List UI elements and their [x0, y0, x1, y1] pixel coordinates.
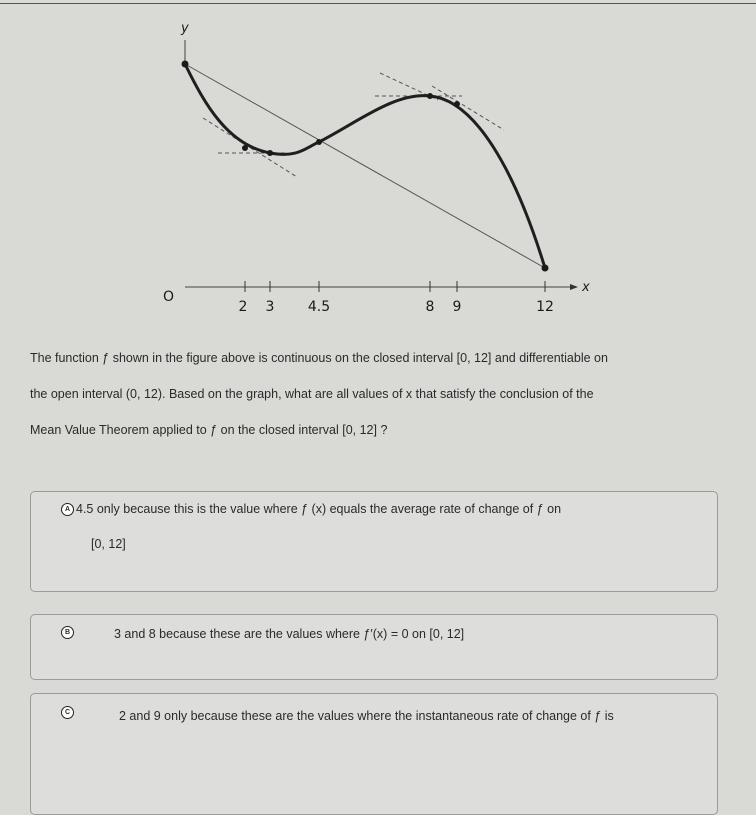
x-axis-label: x	[582, 280, 590, 295]
tick-label: 12	[536, 299, 554, 315]
choice-letter-badge: C	[61, 706, 74, 719]
choice-letter-badge: B	[61, 626, 74, 639]
secant-line	[185, 64, 545, 268]
point-x-4.5	[316, 139, 322, 145]
x-axis-arrow	[570, 284, 578, 290]
question-line: Mean Value Theorem applied to ƒ on the closed interval [0, 12] ?	[30, 423, 388, 437]
choice-a[interactable]	[30, 491, 718, 592]
endpoint-right	[542, 265, 549, 272]
endpoint-left	[182, 61, 189, 68]
tick-label: 9	[452, 299, 462, 315]
tick-label: 3	[265, 299, 275, 315]
y-axis-label: y	[181, 21, 189, 36]
tick-label: 8	[425, 299, 435, 315]
choice-text: [0, 12]	[91, 537, 126, 551]
origin-label: O	[163, 289, 175, 305]
question-line: The function ƒ shown in the figure above is continuous on the closed interval [0, 12] and differentiable on	[30, 351, 608, 365]
point-x-3	[267, 150, 273, 156]
choice-b[interactable]	[30, 614, 718, 680]
choice-text: 4.5 only because this is the value where ƒ (x) equals the average rate of change of ƒ on	[76, 502, 562, 516]
choice-c[interactable]	[30, 693, 718, 815]
point-x-9	[454, 101, 460, 107]
tick-label: 2	[238, 299, 248, 315]
choice-text: 3 and 8 because these are the values where ƒ′(x) = 0 on [0, 12]	[114, 627, 465, 641]
point-x-2	[242, 145, 248, 151]
question-line: the open interval (0, 12). Based on the graph, what are all values of x that satisfy the conclusion of the	[30, 387, 594, 401]
choice-letter-badge: A	[61, 503, 74, 516]
tangent-at-9	[432, 86, 504, 130]
choice-text: 2 and 9 only because these are the values where the instantaneous rate of change of ƒ is	[119, 709, 614, 723]
function-graph	[0, 0, 756, 330]
point-x-8	[427, 93, 433, 99]
tick-label: 4.5	[307, 299, 331, 315]
question-text	[30, 340, 735, 448]
